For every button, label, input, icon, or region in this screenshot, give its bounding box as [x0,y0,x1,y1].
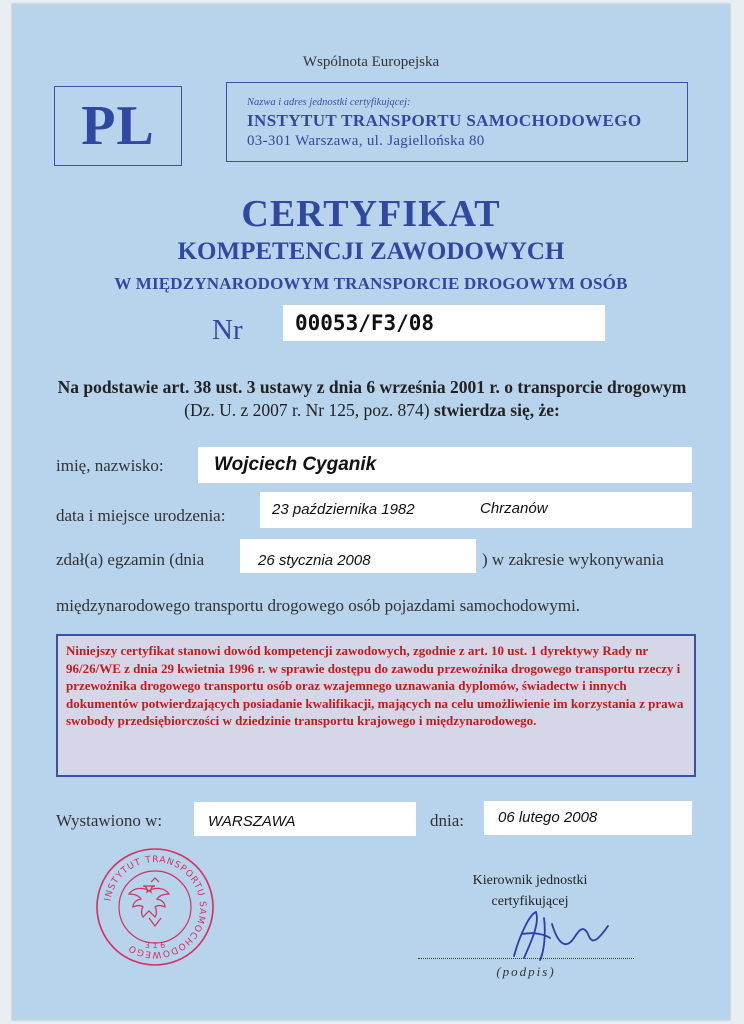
legal-basis-part2: (Dz. U. z 2007 r. Nr 125, poz. 874) [184,400,434,420]
exam-date: 26 stycznia 2008 [258,552,371,569]
birth-place: Chrzanów [480,500,548,517]
official-stamp [94,846,216,968]
institution-caption: Nazwa i adres jednostki certyfikującej: [247,97,411,108]
institution-name: INSTYTUT TRANSPORTU SAMOCHODOWEGO [247,111,642,130]
certificate-scope: W MIĘDZYNARODOWYM TRANSPORCIE DROGOWYM OSÓB [114,274,628,293]
name-label: imię, nazwisko: [56,456,164,475]
legal-basis [52,376,692,422]
exam-suffix: ) w zakresie wykonywania [482,550,664,569]
exam-date-field [240,539,476,573]
institution-address: 03-301 Warszawa, ul. Jagiellońska 80 [247,133,485,149]
signatory-title-line1: Kierownik jednostki [472,873,588,888]
legal-notice-box [56,634,696,777]
stamp-number: 3 1 6 [144,941,166,950]
issue-place-field [194,802,416,836]
legal-notice-text: Niniejszy certyfikat stanowi dowód kompetencji zawodowych, zgodnie z art. 10 ust. 1 dyrektywy Rady nr 96/26/WE z dnia 29 kwietnia 1996 r. w sprawie dostępu do zawodu przewoźnika drogowego transportu rzeczy i przewoźnika drogowego transportu osób oraz wzajemnego uznawania dyplomów, świadectw i innych dokumentów potwierdzających posiadanie kwalifikacji, mających na celu umożliwienie im korzystania z prawa swobody przedsiębiorczości w dziedzinie transportu krajowego i międzynarodowego. [66,643,684,729]
signatory-title-line2: certyfikującej [491,894,569,909]
issue-date-value: 06 lutego 2008 [498,809,598,826]
issue-place-label: Wystawiono w: [56,811,163,830]
issue-date-label: dnia: [430,811,464,830]
certificate-number: 00053/F3/08 [295,311,435,335]
signature-caption: (podpis) [496,964,556,979]
country-code: PL [81,95,155,157]
exam-scope: międzynarodowego transportu drogowego osób pojazdami samochodowymi. [56,596,581,615]
eagle-emblem-icon [129,878,169,926]
name-value: Wojciech Cyganik [214,454,377,475]
certificate-subtitle: KOMPETENCJI ZAWODOWYCH [177,238,565,265]
handwritten-signature [500,904,620,970]
legal-basis-part1: Na podstawie art. 38 ust. 3 ustawy z dnia 6 września 2001 r. o transporcie drogowym [57,377,687,397]
community-heading: Wspólnota Europejska [302,54,440,70]
certificate-title: CERTYFIKAT [241,193,501,235]
number-field [283,305,605,341]
exam-label: zdał(a) egzamin (dnia [56,550,205,569]
birth-date: 23 października 1982 [272,501,415,518]
stamp-text: INSTYTUT TRANSPORTU SAMOCHODOWEGO [103,854,208,960]
institution-box [226,82,688,162]
name-field [198,447,692,483]
issue-place-value: WARSZAWA [208,813,296,830]
legal-basis-part3: stwierdza się, że: [433,400,560,420]
issue-date-field [484,801,692,835]
country-code-box [54,86,182,166]
birth-label: data i miejsce urodzenia: [56,506,226,525]
birth-field [260,492,692,528]
certificate-sheet [12,4,730,1020]
signature-line [418,958,634,959]
number-label: Nr [212,314,243,346]
